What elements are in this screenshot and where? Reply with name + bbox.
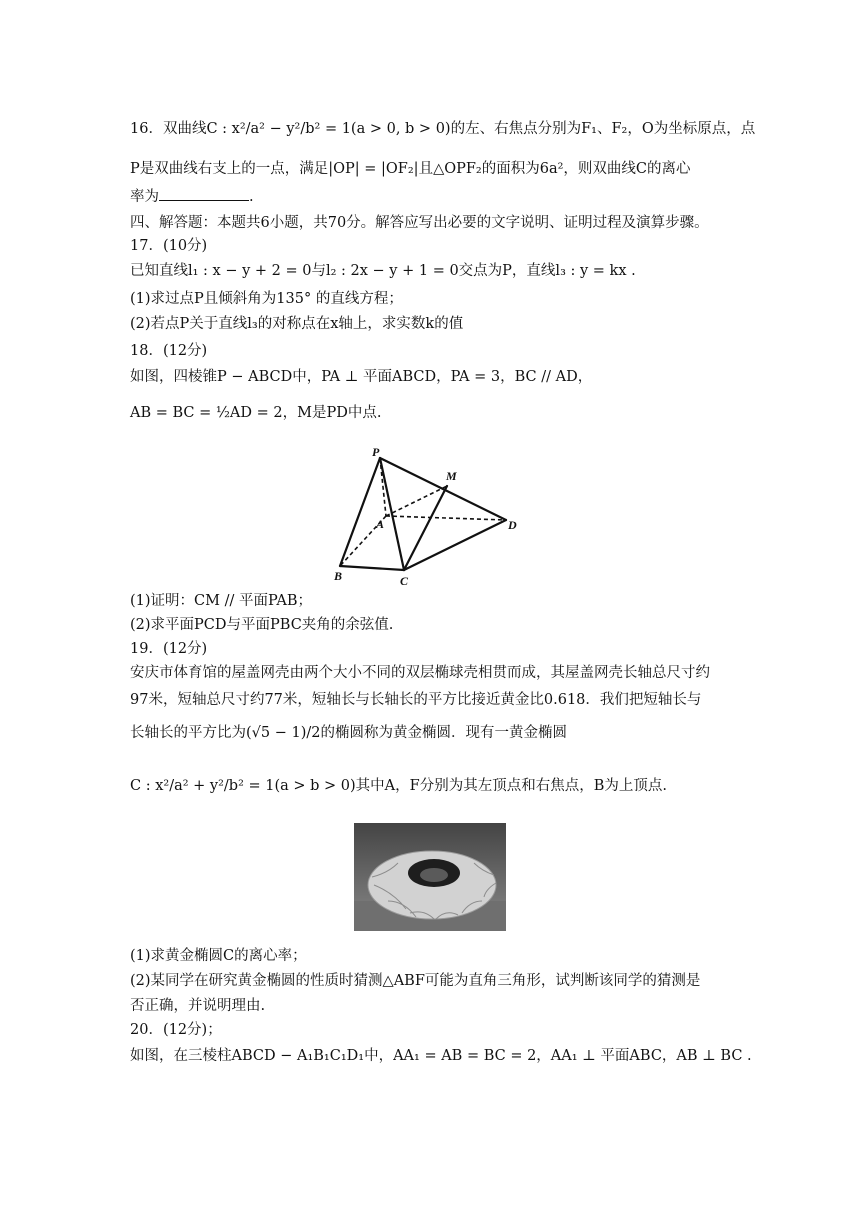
q18-part2: (2)求平面PCD与平面PBC夹角的余弦值.	[130, 617, 394, 633]
q16-line3	[130, 186, 735, 208]
q20-stem: 如图，在三棱柱ABCD − A₁B₁C₁D₁中，AA₁ = AB = BC = 2，AA₁ ⊥ 平面ABC，AB ⊥ BC .	[130, 1048, 752, 1064]
q18-stem2: AB = BC = ½AD = 2，M是PD中点.	[130, 405, 382, 421]
section-heading: 四、解答题：本题共6小题，共70分。解答应写出必要的文字说明、证明过程及演算步骤。	[130, 215, 709, 231]
edge-AM	[386, 486, 447, 516]
q19-part2b: 否正确，并说明理由.	[130, 998, 266, 1014]
q19-stem4: C : x²/a² + y²/b² = 1(a > b > 0)其中A，F分别为其左顶点和右焦点，B为上顶点.	[130, 778, 667, 794]
q17-part2: (2)若点P关于直线l₃的对称点在x轴上，求实数k的值	[130, 316, 464, 332]
label-P: P	[372, 445, 380, 459]
q16-line3-text: 率为	[130, 189, 159, 205]
q19-part1: (1)求黄金椭圆C的离心率；	[130, 948, 307, 964]
q19-stem1: 安庆市体育馆的屋盖网壳由两个大小不同的双层椭球壳相贯而成，其屋盖网壳长轴总尺寸约	[130, 665, 710, 681]
stadium-field	[420, 868, 448, 882]
edge-CD	[404, 520, 506, 570]
blank-period: .	[249, 189, 254, 205]
q17-stem: 已知直线l₁ : x − y + 2 = 0与l₂ : 2x − y + 1 = 0交点为P，直线l₃ : y = kx .	[130, 263, 636, 279]
q19-stem3: 长轴长的平方比为(√5 − 1)/2的椭圆称为黄金椭圆．现有一黄金椭圆	[130, 725, 567, 741]
q18-stem1: 如图，四棱锥P − ABCD中，PA ⊥ 平面ABCD，PA = 3，BC // AD，	[130, 369, 593, 385]
pyramid-figure	[320, 440, 540, 590]
q20-header: 20．(12分)；	[130, 1022, 222, 1038]
q16-line1: 16．双曲线C : x²/a² − y²/b² = 1(a > 0, b > 0)的左、右焦点分别为F₁、F₂，O为坐标原点，点	[130, 121, 756, 137]
answer-blank	[159, 186, 249, 201]
q17-header: 17．(10分)	[130, 238, 208, 254]
edge-CM	[404, 486, 447, 570]
q18-header: 18．(12分)	[130, 343, 208, 359]
label-A: A	[376, 517, 385, 531]
edge-PB	[340, 458, 380, 566]
edge-PD	[380, 458, 506, 520]
label-B: B	[334, 569, 343, 583]
q17-part1: (1)求过点P且倾斜角为135° 的直线方程；	[130, 291, 403, 307]
q16-line2: P是双曲线右支上的一点，满足|OP| = |OF₂|且△OPF₂的面积为6a²，则双曲线C的离心	[130, 161, 691, 177]
edge-PC	[380, 458, 404, 570]
label-M: M	[446, 469, 457, 483]
q19-header: 19．(12分)	[130, 641, 208, 657]
q19-part2a: (2)某同学在研究黄金椭圆的性质时猜测△ABF可能为直角三角形，试判断该同学的猜测是	[130, 973, 701, 989]
q18-part1: (1)证明：CM // 平面PAB；	[130, 593, 313, 609]
edge-AD	[386, 516, 506, 520]
label-D: D	[508, 518, 517, 532]
q19-stem2: 97米，短轴总尺寸约77米，短轴长与长轴长的平方比接近黄金比0.618．我们把短轴长与	[130, 692, 702, 708]
edge-BC	[340, 566, 404, 570]
stadium-photo	[354, 823, 506, 931]
label-C: C	[400, 574, 409, 588]
